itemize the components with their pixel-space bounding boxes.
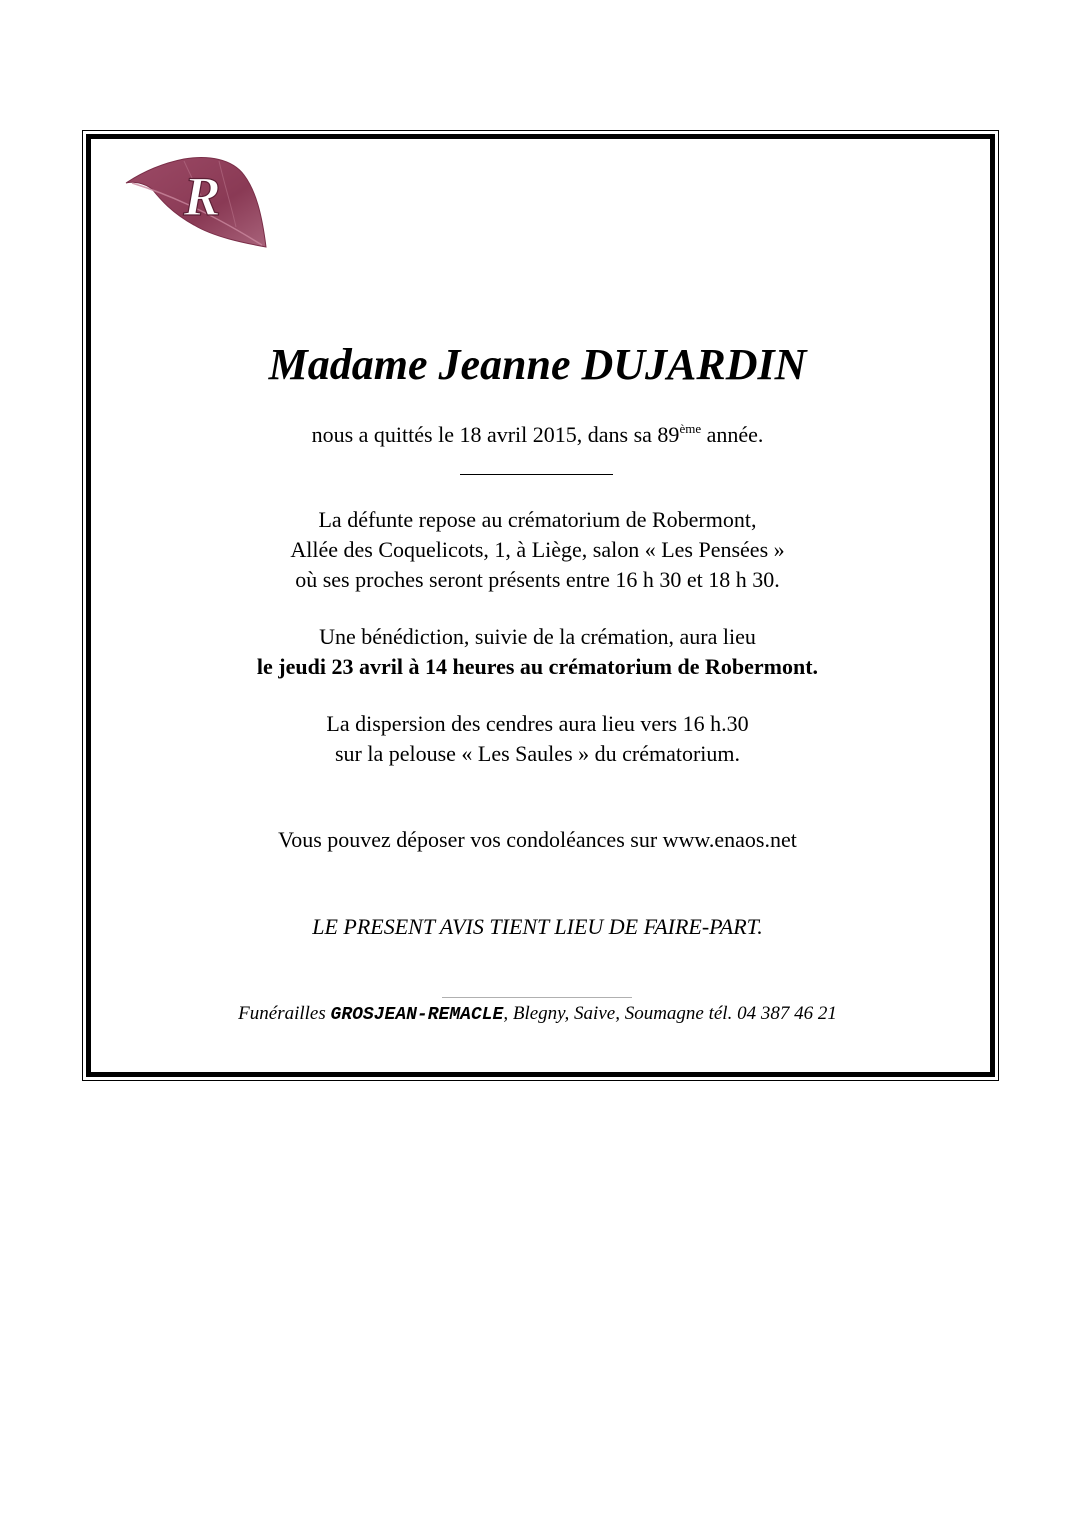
- logo-letter: R: [183, 166, 221, 228]
- passing-suffix: année.: [701, 422, 764, 447]
- passing-line: [86, 422, 989, 448]
- condolences-line: Vous pouvez déposer vos condoléances sur www.enaos.net: [278, 827, 797, 852]
- repose-line-1: La défunte repose au crématorium de Robermont,: [318, 507, 757, 532]
- dispersion-line-2: sur la pelouse « Les Saules » du crématorium.: [334, 741, 741, 766]
- footer-prefix: Funérailles: [238, 1003, 331, 1024]
- notice-line: LE PRESENT AVIS TIENT LIEU DE FAIRE-PART.: [312, 914, 763, 939]
- ceremony-line-1: Une bénédiction, suivie de la crémation, aura lieu: [319, 624, 756, 649]
- passing-text: nous a quittés le 18 avril 2015, dans sa 89: [311, 422, 680, 447]
- footer-separator: [442, 997, 632, 998]
- separator-line: [460, 474, 613, 475]
- repose-line-3: où ses proches seront présents entre 16 h 30 et 18 h 30.: [295, 567, 780, 592]
- page-title: Madame Jeanne DUJARDIN: [268, 340, 807, 389]
- repose-line-2: Allée des Coquelicots, 1, à Liège, salon « Les Pensées »: [290, 537, 785, 562]
- passing-superscript: ème: [679, 421, 702, 436]
- ceremony-line-2: le jeudi 23 avril à 14 heures au crématorium de Robermont.: [256, 654, 819, 679]
- footer-company: GROSJEAN-REMACLE: [330, 1005, 504, 1025]
- leaf-logo: [124, 153, 270, 253]
- footer-suffix: , Blegny, Saive, Soumagne tél. 04 387 46 21: [503, 1003, 837, 1024]
- dispersion-line-1: La dispersion des cendres aura lieu vers 16 h.30: [326, 711, 749, 736]
- leaf-logo-icon: [124, 153, 270, 253]
- footer-line: [86, 1001, 989, 1028]
